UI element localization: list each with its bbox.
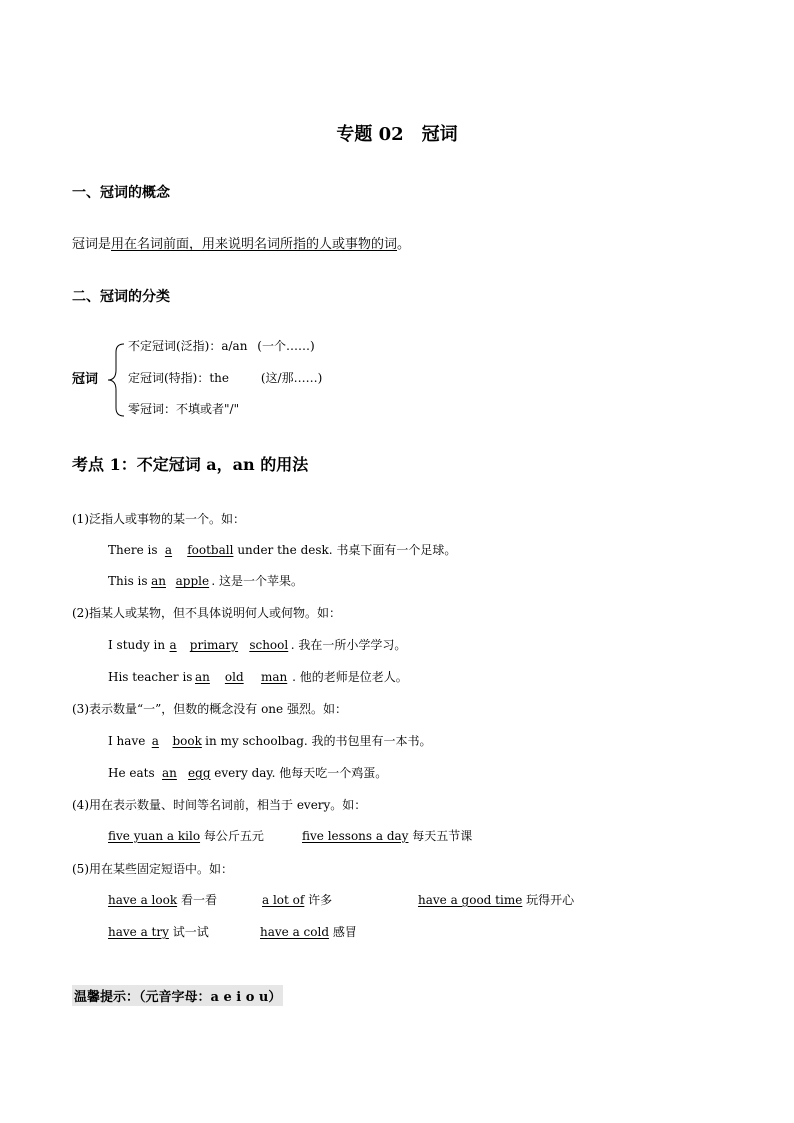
answer-blank: primary — [189, 638, 239, 652]
classification-root: 冠词 — [72, 372, 99, 387]
sentence-end: under the desk. 书桌下面有一个足球。 — [237, 543, 457, 557]
usage-rule-5: (5)用在某些固定短语中。如： — [72, 862, 233, 876]
classification-label: 不定冠词(泛指)：a/an — [128, 339, 248, 353]
classification-indefinite — [128, 337, 315, 354]
point-heading: 考点 1：不定冠词 a，an 的用法 — [72, 455, 309, 474]
definition-prefix: 冠词是 — [72, 237, 112, 252]
phrase-gloss: 感冒 — [332, 925, 357, 939]
classification-gloss: (一个……) — [257, 339, 315, 353]
phrase-pair — [108, 923, 209, 940]
example-sentence — [108, 541, 456, 558]
sentence-end: . 这是一个苹果。 — [211, 574, 304, 588]
phrase-pair — [108, 827, 264, 844]
phrase: have a try — [108, 925, 169, 939]
phrase-pair — [418, 891, 574, 908]
sentence-start: There is — [108, 543, 158, 557]
answer-blank: a — [151, 734, 159, 748]
classification-label: 定冠词(特指)：the — [128, 371, 230, 385]
answer-blank: an — [162, 766, 177, 780]
example-sentence — [108, 732, 432, 749]
sentence-start: His teacher is — [108, 670, 193, 684]
section-heading-concept: 一、冠词的概念 — [72, 185, 170, 201]
phrase: have a cold — [260, 925, 330, 939]
sentence-start: This is — [108, 574, 148, 588]
definition-underlined: 用在名词前面，用来说明名词所指的人或事物的词 — [111, 237, 398, 252]
brace-icon — [104, 342, 126, 418]
sentence-end: . 我在一所小学学习。 — [290, 638, 407, 652]
section-heading-classification: 二、冠词的分类 — [72, 289, 170, 305]
phrase-gloss: 试一试 — [172, 925, 209, 939]
phrase-gloss: 许多 — [308, 893, 333, 907]
answer-blank: egg — [188, 766, 211, 780]
usage-rule-4: (4)用在表示数量、时间等名词前，相当于 every。如： — [72, 798, 367, 812]
phrase-pair — [108, 891, 217, 908]
phrase: have a look — [108, 893, 178, 907]
phrase-pair — [262, 891, 332, 908]
sentence-start: He eats — [108, 766, 155, 780]
page-title: 专题 02 冠词 — [336, 124, 458, 145]
answer-blank: old — [224, 670, 244, 684]
phrase: a lot of — [262, 893, 305, 907]
answer-blank: an — [151, 574, 166, 588]
answer-blank: football — [187, 543, 234, 557]
answer-blank: apple — [175, 574, 210, 588]
phrase-gloss: 每公斤五元 — [203, 829, 264, 843]
classification-label: 零冠词：不填或者"/" — [128, 402, 240, 416]
phrase: have a good time — [418, 893, 523, 907]
answer-blank: school — [249, 638, 289, 652]
sentence-end: . 他的老师是位老人。 — [292, 670, 408, 684]
answer-blank: an — [195, 670, 210, 684]
example-sentence — [108, 764, 387, 781]
classification-zero — [128, 400, 239, 417]
example-sentence — [108, 572, 303, 589]
answer-blank: a — [164, 543, 173, 557]
example-sentence — [108, 668, 408, 685]
usage-rule-1: (1)泛指人或事物的某一个。如： — [72, 512, 245, 526]
answer-blank: a — [169, 638, 177, 652]
phrase-gloss: 每天五节课 — [412, 829, 473, 843]
definition-suffix: 。 — [397, 237, 411, 252]
classification-definite — [128, 369, 322, 386]
answer-blank: book — [172, 734, 202, 748]
phrase-pair — [260, 923, 357, 940]
definition-text — [72, 233, 410, 252]
sentence-end: every day. 他每天吃一个鸡蛋。 — [214, 766, 388, 780]
classification-gloss: (这/那……) — [260, 371, 323, 385]
phrase: five yuan a kilo — [108, 829, 201, 843]
usage-rule-2: (2)指某人或某物，但不具体说明何人或何物。如： — [72, 606, 341, 620]
example-sentence — [108, 636, 406, 653]
phrase-gloss: 玩得开心 — [526, 893, 575, 907]
phrase-pair — [302, 827, 472, 844]
sentence-start: I have — [108, 734, 146, 748]
answer-blank: man — [260, 670, 288, 684]
tip-note: 温馨提示：（元音字母：a e i o u） — [72, 985, 283, 1006]
sentence-start: I study in — [108, 638, 166, 652]
usage-rule-3: (3)表示数量“一”，但数的概念没有 one 强烈。如： — [72, 702, 347, 716]
phrase-gloss: 看一看 — [180, 893, 217, 907]
sentence-end: in my schoolbag. 我的书包里有一本书。 — [205, 734, 432, 748]
phrase: five lessons a day — [302, 829, 409, 843]
